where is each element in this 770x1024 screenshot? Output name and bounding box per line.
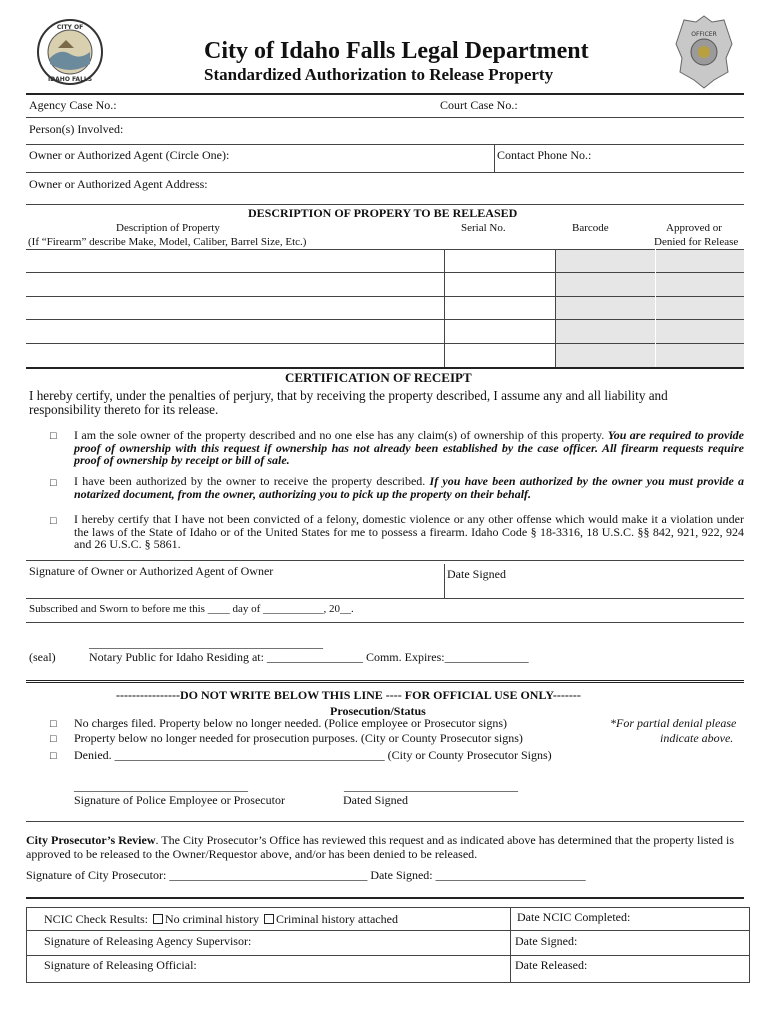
certification-heading: CERTIFICATION OF RECEIPT <box>285 370 472 385</box>
col-serial: Serial No. <box>461 222 506 234</box>
agency-case-label: Agency Case No.: <box>29 98 117 112</box>
checkbox-icon[interactable]: □ <box>50 718 57 730</box>
col-approved-line1: Approved or <box>666 222 722 234</box>
divider <box>26 117 744 118</box>
no-criminal-history-label: No criminal history <box>165 912 259 926</box>
table-row-line <box>26 249 744 250</box>
notary-text: Notary Public for Idaho Residing at: ________________ Comm. Expires:______________ <box>89 650 529 664</box>
notary-signature-line: _______________________________________ <box>89 636 323 650</box>
checkbox-icon[interactable]: □ <box>50 515 57 527</box>
do-not-write-line: ----------------DO NOT WRITE BELOW THIS LINE ---- FOR OFFICIAL USE ONLY------- <box>116 688 581 702</box>
criminal-history-attached-checkbox[interactable] <box>264 914 274 924</box>
owner-address-label: Owner or Authorized Agent Address: <box>29 177 208 191</box>
prosecutor-review-title: City Prosecutor’s Review <box>26 833 156 847</box>
police-signature-label: Signature of Police Employee or Prosecutor <box>74 793 285 807</box>
divider <box>26 204 744 205</box>
owner-signature-label: Signature of Owner or Authorized Agent of Owner <box>29 564 274 578</box>
table-row-line <box>26 367 744 369</box>
no-criminal-history-checkbox[interactable] <box>153 914 163 924</box>
partial-denial-note-1: *For partial denial please <box>610 716 737 730</box>
divider <box>26 172 744 173</box>
partial-denial-note-2: indicate above. <box>660 731 734 745</box>
sworn-statement: Subscribed and Sworn to before me this ____ day of ___________, 20__. <box>29 603 354 615</box>
divider <box>510 907 511 982</box>
checkbox-icon[interactable]: □ <box>50 430 57 442</box>
divider <box>26 955 750 956</box>
divider <box>26 930 750 931</box>
prosecutor-review-text: . The City Prosecutor’s Office has reviewed this request and as indicated above has determined that the property listed is approved to be released to the Owner/Requestor above, and/or has been denied to be released. <box>26 833 735 861</box>
divider <box>26 598 744 599</box>
item2-requirement: If you have been authorized by the owner you must provide a notarized document, from the owner, authorizing you to pick up the property on their behalf. <box>74 474 744 501</box>
option-no-longer-needed: Property below no longer needed for prosecution purposes. (City or County Prosecutor signs) <box>74 731 523 745</box>
checkbox-icon[interactable]: □ <box>50 750 57 762</box>
owner-agent-label: Owner or Authorized Agent (Circle One): <box>29 148 230 162</box>
prosecutor-signature-line: Signature of City Prosecutor: _________________________________ Date Signed: _________________________ <box>26 868 586 882</box>
col-description: Description of Property <box>116 222 220 234</box>
divider <box>26 144 744 145</box>
persons-involved-label: Person(s) Involved: <box>29 122 124 136</box>
table-col-line <box>444 249 445 367</box>
contact-phone-label: Contact Phone No.: <box>497 148 592 162</box>
seal-label: (seal) <box>29 650 56 664</box>
divider <box>444 564 445 598</box>
certification-item-1 <box>74 429 744 467</box>
table-row-line <box>26 343 744 344</box>
table-col-line <box>655 249 656 367</box>
item2-text: I have been authorized by the owner to receive the property described. <box>74 474 426 488</box>
option-no-charges: No charges filed. Property below no longer needed. (Police employee or Prosecutor signs) <box>74 716 507 730</box>
page-title: City of Idaho Falls Legal Department <box>204 38 589 64</box>
certification-intro: I hereby certify, under the penalties of perjury, that by receiving the property described, I assume any and all liability and responsibility thereto for its release. <box>29 388 668 417</box>
table-row-line <box>26 296 744 297</box>
col-approved-line2: Denied for Release <box>654 236 739 248</box>
col-barcode: Barcode <box>572 222 609 234</box>
item1-requirement: You are required to provide proof of ownership with this request if ownership has not already been established by the case officer. All firearm requests require proof of ownership by receipt or bill of sale. <box>74 428 744 467</box>
checkbox-icon[interactable]: □ <box>50 477 57 489</box>
dated-signed-line: _____________________________ <box>344 779 518 793</box>
date-signed-label: Date Signed <box>447 567 506 581</box>
releasing-official-label: Signature of Releasing Official: <box>44 958 197 972</box>
page-subtitle: Standardized Authorization to Release Property <box>204 65 554 84</box>
table-col-line <box>555 249 556 367</box>
court-case-label: Court Case No.: <box>440 98 518 112</box>
col-description-note: (If “Firearm” describe Make, Model, Caliber, Barrel Size, Etc.) <box>28 236 307 248</box>
header-divider <box>26 93 744 95</box>
ncic-results-label: NCIC Check Results: <box>44 912 148 926</box>
criminal-history-attached-label: Criminal history attached <box>275 912 398 926</box>
dated-signed-label: Dated Signed <box>343 793 408 807</box>
ncic-date-signed-label: Date Signed: <box>515 934 578 948</box>
ncic-results <box>44 912 398 927</box>
checkbox-icon[interactable]: □ <box>50 733 57 745</box>
divider <box>494 144 495 172</box>
date-released-label: Date Released: <box>515 958 588 972</box>
item1-text: I am the sole owner of the property described and no one else has any claim(s) of ownership of this property. <box>74 428 605 442</box>
seal-text-top: CITY OF <box>56 24 84 31</box>
certification-item-2 <box>74 475 744 500</box>
supervisor-signature-label: Signature of Releasing Agency Supervisor: <box>44 934 252 948</box>
police-signature-line: _____________________________ <box>74 779 248 793</box>
divider <box>26 897 744 899</box>
divider <box>26 560 744 561</box>
certification-item-3: I hereby certify that I have not been convicted of a felony, domestic violence or any other offense which would make it a violation under the laws of the State of Idaho or of the United States for me to possess a firearm. Idaho Code § 18-3316, 18 U.S.C. §§ 842, 921, 922, 924 and 26 U.S.C. § 5861. <box>74 512 744 551</box>
option-denied: Denied. _____________________________________________ (City or County Prosecutor Signs) <box>74 748 552 762</box>
divider <box>26 821 744 822</box>
prosecution-heading: Prosecution/Status <box>330 704 426 718</box>
police-badge-logo <box>674 14 734 90</box>
table-row-line <box>26 319 744 320</box>
property-heading: DESCRIPTION OF PROPERY TO BE RELEASED <box>248 206 518 220</box>
barcode-column-shading <box>556 249 744 367</box>
seal-text-bottom: IDAHO FALLS <box>47 76 93 83</box>
badge-text: OFFICER <box>691 31 717 38</box>
official-use-divider <box>26 680 744 683</box>
table-row-line <box>26 272 744 273</box>
prosecutor-review <box>26 834 738 861</box>
date-ncic-completed-label: Date NCIC Completed: <box>517 910 631 924</box>
divider <box>26 622 744 623</box>
city-seal-logo <box>36 18 104 86</box>
